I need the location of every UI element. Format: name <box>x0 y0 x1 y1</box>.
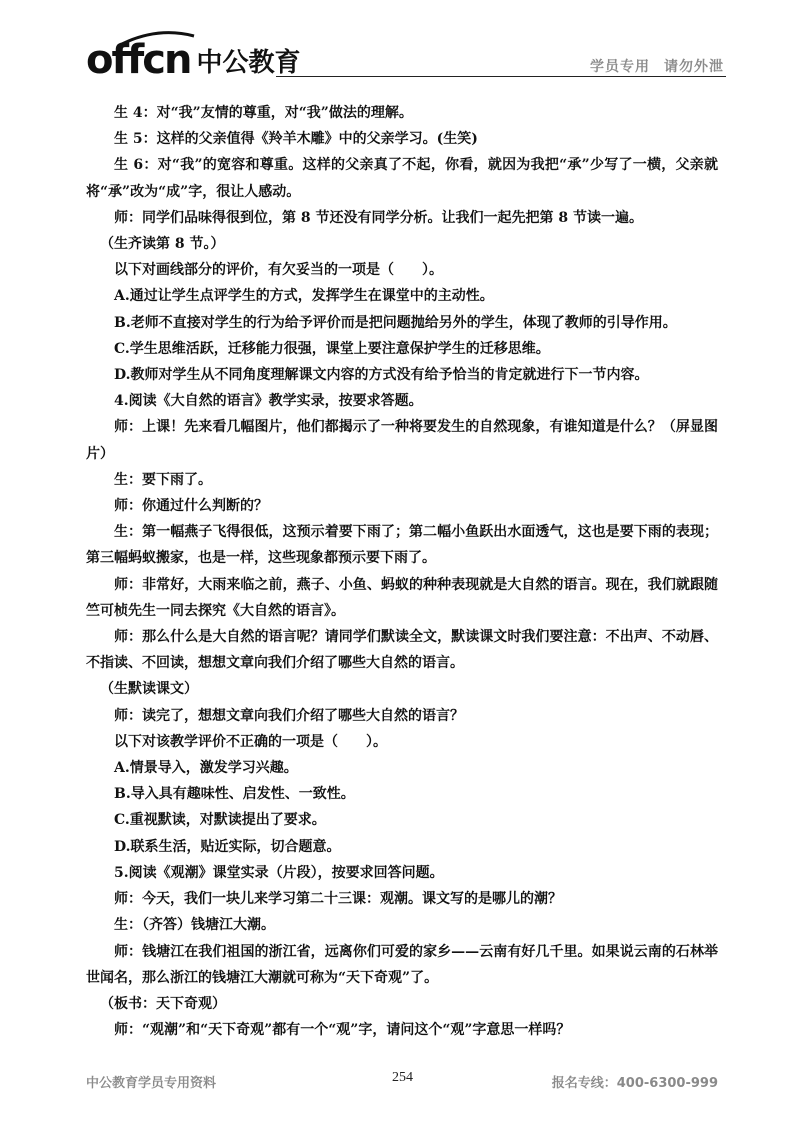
paragraph: （生齐读第 8 节。） <box>100 236 225 253</box>
page-header <box>86 30 726 86</box>
header-tag-no-leak: 请勿外泄 <box>664 59 724 75</box>
question-stem: 以下对该教学评价不正确的一项是（ ）。 <box>114 733 387 750</box>
page-content <box>86 100 718 1043</box>
option-a: A.通过让学生点评学生的方式，发挥学生在课堂中的主动性。 <box>114 288 494 305</box>
option-a: A.情景导入，激发学习兴趣。 <box>114 760 298 777</box>
paragraph: 师：同学们品味得很到位，第 8 节还没有同学分析。让我们一起先把第 8 节读一遍。 <box>114 209 643 226</box>
logo-chinese-text: 中公教育 <box>196 48 301 78</box>
paragraph: 生：要下雨了。 <box>114 471 212 488</box>
section-heading: 5.阅读《观潮》课堂实录（片段），按要求回答问题。 <box>114 864 444 881</box>
option-c: C.学生思维活跃，迁移能力很强，课堂上要注意保护学生的迁移思维。 <box>114 340 550 357</box>
page-footer <box>86 1066 718 1090</box>
header-tags <box>590 56 724 76</box>
paragraph: 生 4：对“我”友情的尊重，对“我”做法的理解。 <box>114 105 413 121</box>
paragraph: （生默读课文） <box>100 681 198 698</box>
option-c: C.重视默读，对默读提出了要求。 <box>114 812 326 829</box>
section-heading: 4.阅读《大自然的语言》教学实录，按要求答题。 <box>114 393 423 410</box>
paragraph: 生 5：这样的父亲值得《羚羊木雕》中的父亲学习。(生笑) <box>114 131 478 148</box>
option-d: D.教师对学生从不同角度理解课文内容的方式没有给予恰当的肯定就进行下一节内容。 <box>114 367 649 384</box>
paragraph: 生：（齐答）钱塘江大潮。 <box>114 917 275 934</box>
paragraph: 师：今天，我们一块儿来学习第二十三课：观潮。课文写的是哪儿的潮？ <box>114 891 562 908</box>
footer-hotline: 报名专线：400-6300-999 <box>551 1076 718 1091</box>
paragraph: 师：上课！先来看几幅图片，他们都揭示了一种将要发生的自然现象，有谁知道是什么？（屏显图片） <box>86 419 718 462</box>
paragraph: 师：“观潮”和“天下奇观”都有一个“观”字，请问这个“观”字意思一样吗？ <box>114 1022 571 1039</box>
paragraph: （板书：天下奇观） <box>100 995 226 1012</box>
header-divider <box>276 76 726 77</box>
paragraph: 师：那么什么是大自然的语言呢？请同学们默读全文，默读课文时我们要注意：不出声、不动唇、不指读、不回读，想想文章向我们介绍了哪些大自然的语言。 <box>86 629 718 672</box>
paragraph: 师：读完了，想想文章向我们介绍了哪些大自然的语言？ <box>114 707 464 724</box>
offcn-logo <box>86 36 301 83</box>
option-b: B.老师不直接对学生的行为给予评价而是把问题抛给另外的学生，体现了教师的引导作用。 <box>114 314 677 331</box>
option-b: B.导入具有趣味性、启发性、一致性。 <box>114 786 355 803</box>
paragraph: 师：非常好，大雨来临之前，燕子、小鱼、蚂蚁的种种表现就是大自然的语言。现在，我们就跟随竺可桢先生一同去探究《大自然的语言》。 <box>86 576 718 619</box>
page-number: 254 <box>392 1070 413 1085</box>
logo-swoosh-icon <box>116 30 196 48</box>
paragraph: 生 6：对“我”的宽容和尊重。这样的父亲真了不起，你看，就因为我把“承”少写了一横，父亲就将“承”改为“成”字，很让人感动。 <box>86 157 718 200</box>
option-d: D.联系生活，贴近实际，切合题意。 <box>114 838 341 855</box>
paragraph: 生：第一幅燕子飞得很低，这预示着要下雨了；第二幅小鱼跃出水面透气，这也是要下雨的表现；第三幅蚂蚁搬家，也是一样，这些现象都预示要下雨了。 <box>86 524 718 567</box>
footer-source-label: 中公教育学员专用资料 <box>86 1076 217 1091</box>
header-tag-students-only: 学员专用 <box>590 59 650 75</box>
paragraph: 师：你通过什么判断的？ <box>114 498 268 515</box>
paragraph: 师：钱塘江在我们祖国的浙江省，远离你们可爱的家乡——云南有好几千里。如果说云南的石林举世闻名，那么浙江的钱塘江大潮就可称为“天下奇观”了。 <box>86 943 718 986</box>
question-stem: 以下对画线部分的评价，有欠妥当的一项是（ ）。 <box>114 262 443 279</box>
logo-latin-text: offcn <box>86 37 191 83</box>
